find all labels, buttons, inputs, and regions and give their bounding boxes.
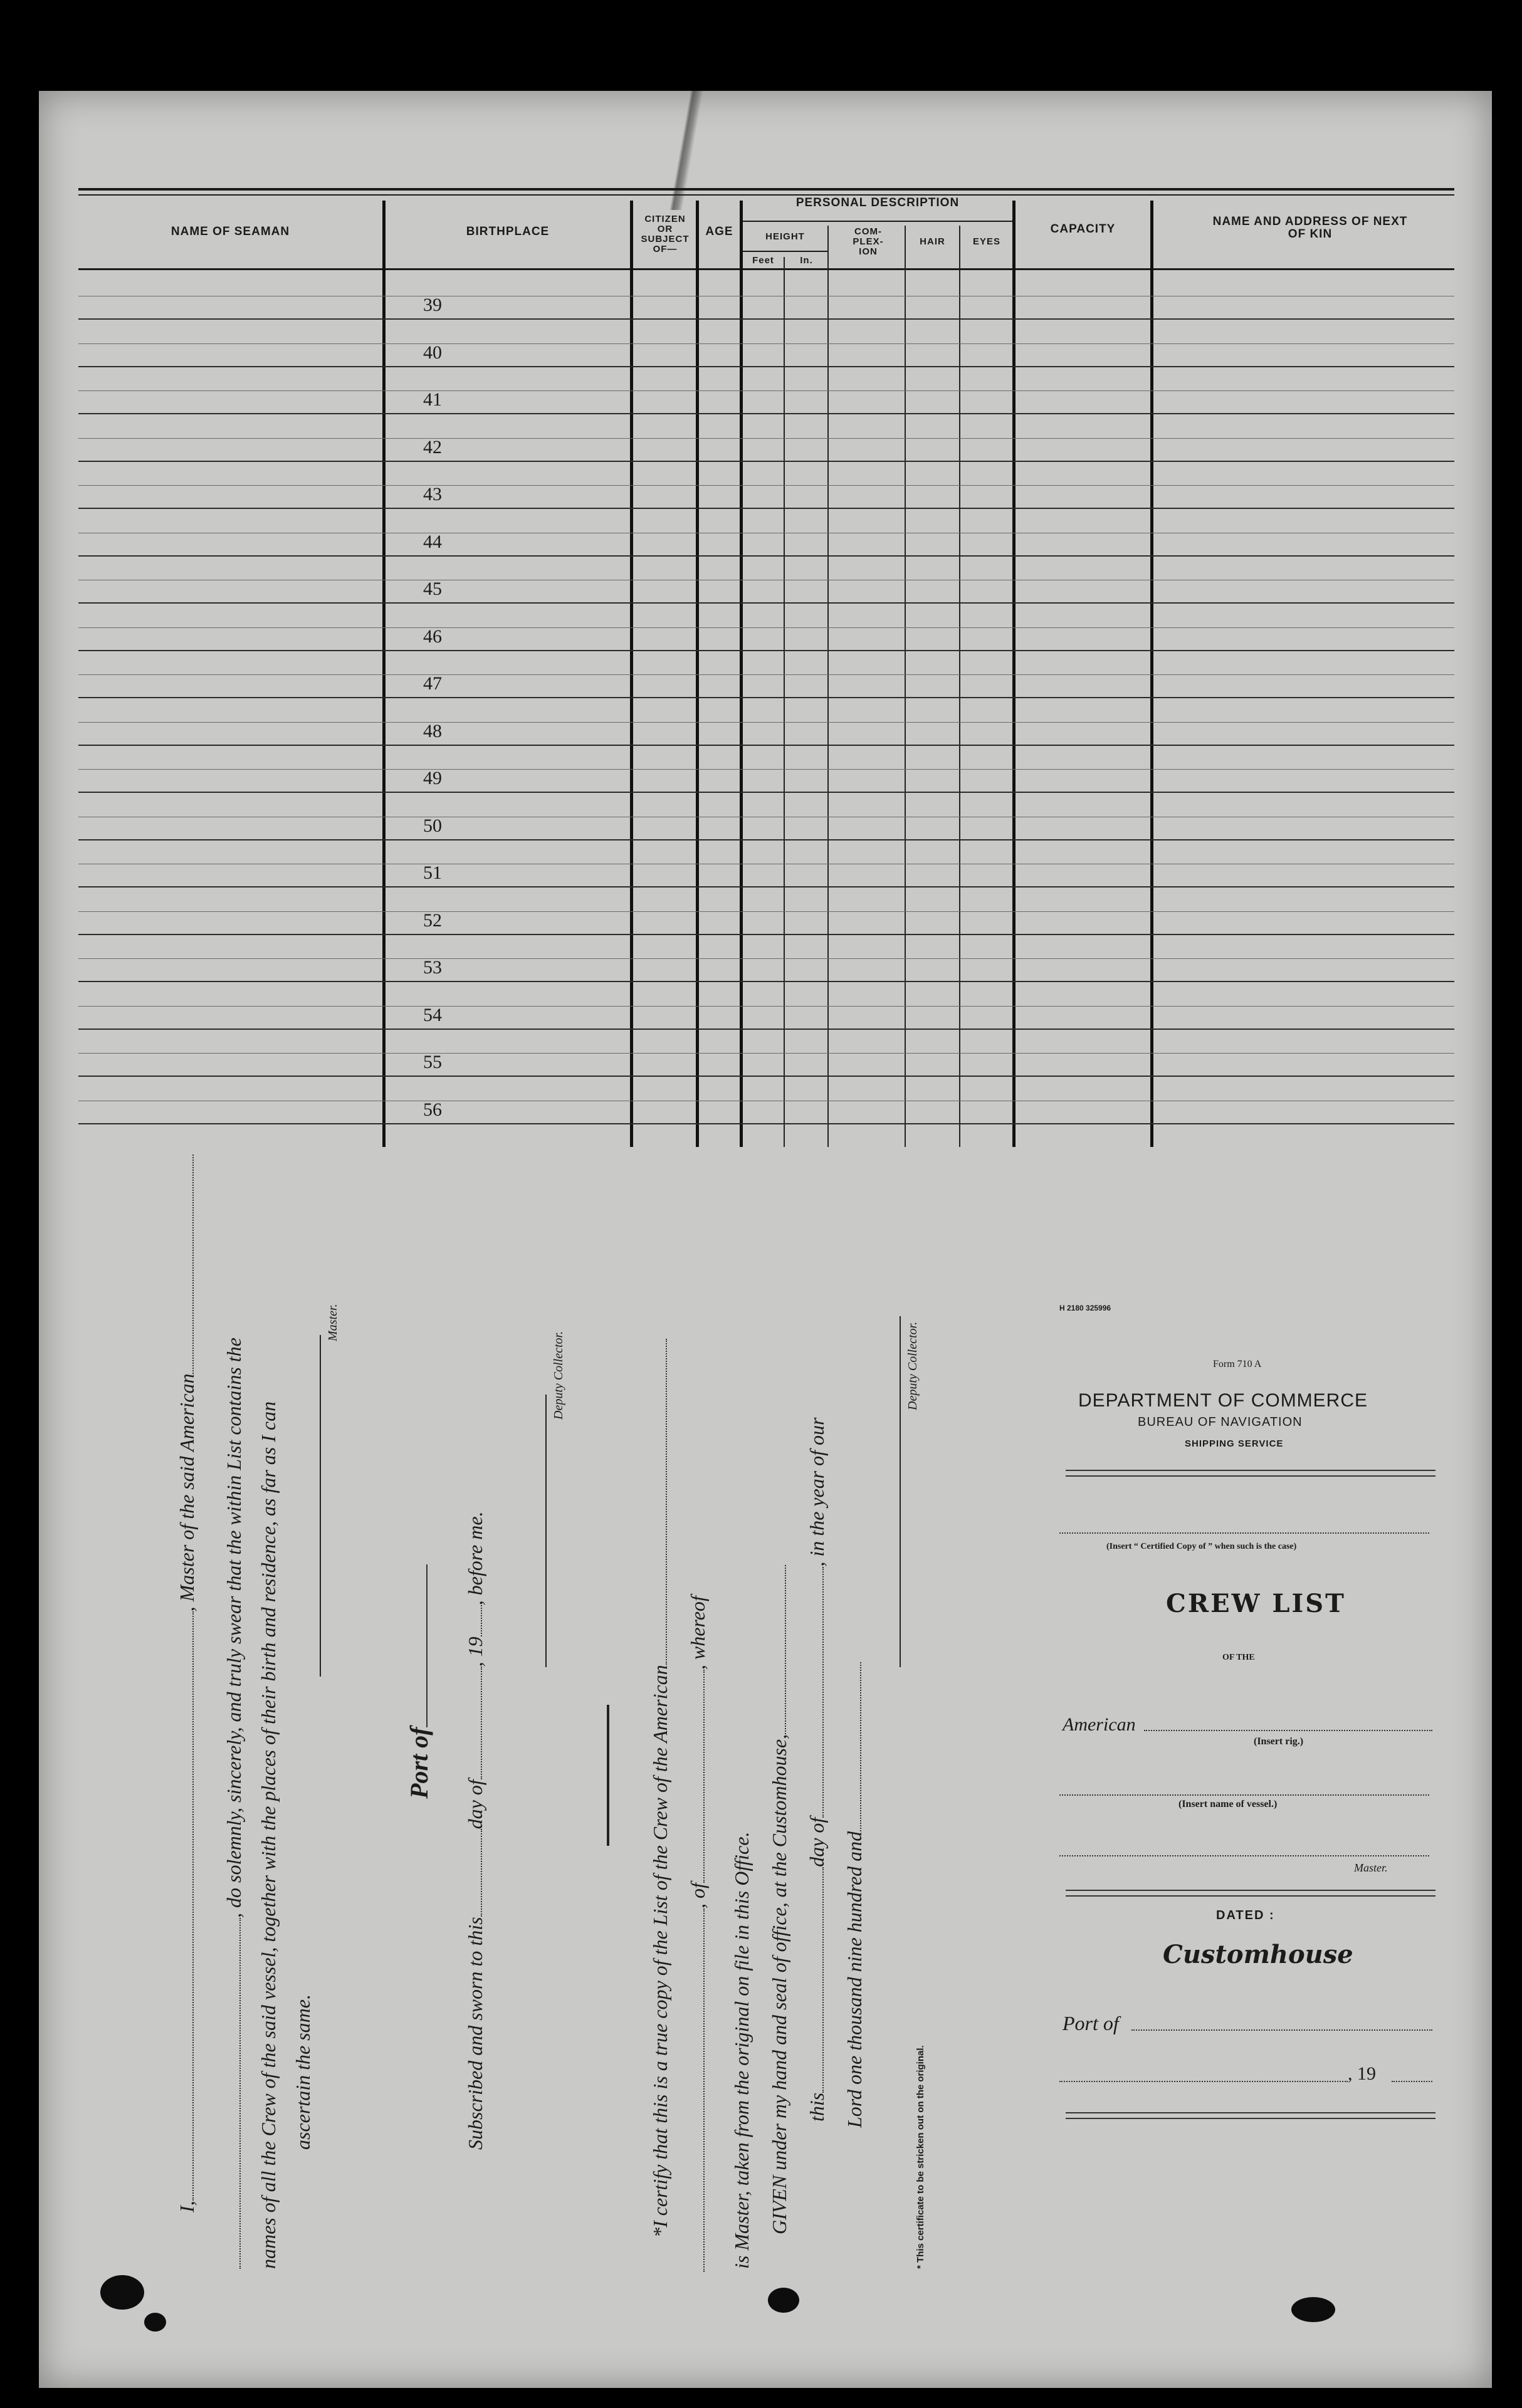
master-blank[interactable] [1059, 1855, 1429, 1856]
oath-line-1 [176, 1154, 199, 2212]
table-row-rule [78, 602, 1454, 604]
cover-year: , 19 [1348, 2063, 1376, 2084]
col-rule-eyes [1012, 201, 1016, 1147]
table-row-midline [78, 1006, 1454, 1007]
table-row-rule [78, 508, 1454, 509]
insert-rig: (Insert rig.) [1254, 1736, 1304, 1747]
ink-stain [768, 2288, 799, 2313]
table-row-rule [78, 1123, 1454, 1124]
table-row-rule [78, 839, 1454, 840]
table-row-rule [78, 934, 1454, 935]
cover-date-blank[interactable] [1059, 2081, 1348, 2082]
row-number: 40 [423, 342, 442, 363]
row-number: 42 [423, 436, 442, 458]
ink-stain [1291, 2297, 1335, 2322]
row-number: 53 [423, 957, 442, 978]
header-height: HEIGHT [765, 231, 805, 242]
row-number: 56 [423, 1099, 442, 1120]
table-row-midline [78, 438, 1454, 439]
master-signature-line[interactable] [320, 1335, 321, 1677]
header-hair: HAIR [920, 236, 945, 247]
oath-line-4: ascertain the same. [291, 1994, 314, 2150]
table-row-rule [78, 745, 1454, 746]
oath-i: I, [176, 2201, 198, 2212]
table-row-rule [78, 650, 1454, 651]
table-row-midline [78, 1053, 1454, 1054]
table-top-rule-2 [78, 194, 1454, 196]
table-row-rule [78, 318, 1454, 320]
header-bottom-rule [78, 268, 1454, 270]
row-number: 45 [423, 578, 442, 599]
table-row-rule [78, 366, 1454, 367]
ink-stain [100, 2275, 144, 2310]
oath-blank-2[interactable] [226, 1918, 241, 2269]
header-inches: In. [800, 255, 813, 266]
row-number: 44 [423, 531, 442, 552]
cert-line-2: , of, whereof [686, 1596, 710, 2272]
service: SHIPPING SERVICE [1185, 1438, 1284, 1449]
vessel-name-blank[interactable] [1059, 1794, 1429, 1796]
personal-desc-rule [743, 221, 1012, 222]
double-rule-1 [1066, 1470, 1435, 1477]
table-row-midline [78, 674, 1454, 675]
col-rule-age [740, 201, 743, 1147]
cert-line-5: thisday of, in the year of our [806, 1417, 828, 2122]
header-feet: Feet [752, 255, 774, 266]
table-row-midline [78, 343, 1454, 344]
dated-label: DATED : [1216, 1908, 1275, 1922]
table-row-midline [78, 485, 1454, 486]
header-citizen: CITIZEN OR SUBJECT OF— [641, 214, 690, 254]
oath-line-3: names of all the Crew of the said vessel, together with the places of their birth and residence, as far as I can [257, 1401, 280, 2269]
table-row-rule [78, 981, 1454, 982]
row-number: 43 [423, 484, 442, 505]
oath-master-text: , Master of the said American [176, 1373, 198, 1612]
header-eyes: EYES [972, 236, 1001, 247]
customhouse-title: Customhouse [1163, 1940, 1353, 1969]
cover-port-of: Port of [1063, 2012, 1119, 2034]
table-row-midline [78, 390, 1454, 391]
insert-certified-copy: (Insert “ Certified Copy of ” when such is the case) [1106, 1542, 1297, 1551]
cover-master-label: Master. [1354, 1861, 1388, 1874]
of-the: OF THE [1222, 1653, 1255, 1662]
table-top-rule [78, 188, 1454, 191]
cert-line-1: *I certify that this is a true copy of the List of the Crew of the American [649, 1339, 672, 2238]
cert-line-4: GIVEN under my hand and seal of office, at the Customhouse, [768, 1565, 791, 2234]
cert-line-6: Lord one thousand nine hundred and [843, 1662, 866, 2128]
row-number: 39 [423, 295, 442, 315]
american-label: American [1063, 1714, 1136, 1735]
row-number: 48 [423, 720, 442, 741]
row-number: 46 [423, 626, 442, 647]
port-blank[interactable] [412, 1564, 428, 1727]
col-rule-hair [959, 226, 960, 1147]
table-row-midline [78, 911, 1454, 912]
table-row-rule [78, 413, 1454, 414]
table-row-rule [78, 1076, 1454, 1077]
col-rule-birthplace [630, 201, 633, 1147]
row-number: 47 [423, 673, 442, 694]
row-number: 41 [423, 389, 442, 410]
ink-stain [144, 2313, 166, 2332]
deputy-signature-line-1[interactable] [545, 1395, 547, 1667]
sub-year-blank[interactable] [467, 1605, 482, 1636]
cert-year-blank[interactable] [846, 1662, 861, 1831]
double-rule-3 [1066, 2112, 1435, 2119]
certified-copy-blank[interactable] [1059, 1532, 1429, 1534]
form-number: Form 710 A [1213, 1359, 1262, 1369]
deputy-collector-2: Deputy Collector. [906, 1321, 920, 1410]
footnote: * This certificate to be stricken out on the original. [915, 2045, 926, 2269]
print-code: H 2180 325996 [1059, 1304, 1111, 1312]
col-rule-capacity [1150, 201, 1153, 1147]
table-row-rule [78, 886, 1454, 887]
department: DEPARTMENT OF COMMERCE [1078, 1390, 1368, 1411]
sub-month-blank[interactable] [467, 1667, 482, 1779]
row-number: 55 [423, 1052, 442, 1072]
oath-master-label: Master. [326, 1304, 340, 1341]
oath-line-2 [223, 1337, 246, 2269]
header-personal-description: PERSONAL DESCRIPTION [795, 196, 960, 209]
row-number: 52 [423, 909, 442, 931]
double-rule-2 [1066, 1890, 1435, 1897]
cover-year-blank[interactable] [1392, 2081, 1432, 2082]
row-number: 51 [423, 862, 442, 883]
vessel-blank[interactable] [179, 1154, 194, 1374]
row-number: 54 [423, 1004, 442, 1025]
height-rule [743, 251, 827, 252]
table-row-rule [78, 461, 1454, 462]
cert-month-blank[interactable] [809, 1567, 824, 1818]
cert-day-blank[interactable] [809, 1867, 824, 2093]
master-name-blank[interactable] [179, 1611, 194, 2201]
row-number: 49 [423, 768, 442, 788]
rig-blank[interactable] [1144, 1730, 1432, 1731]
customhouse-blank[interactable] [771, 1565, 786, 1734]
header-name: NAME OF SEAMAN [171, 225, 290, 238]
row-number: 50 [423, 815, 442, 836]
table-row-midline [78, 769, 1454, 770]
deputy-signature-line-2[interactable] [900, 1316, 901, 1667]
header-capacity: CAPACITY [1050, 222, 1116, 236]
col-rule-complexion [905, 226, 906, 1147]
cover-port-blank[interactable] [1131, 2029, 1432, 2031]
col-rule-height [827, 226, 829, 1147]
oath-port-of: Port of [404, 1564, 434, 1799]
table-row-rule [78, 792, 1454, 793]
table-row-rule [78, 697, 1454, 698]
insert-name-of-vessel: (Insert name of vessel.) [1178, 1799, 1278, 1809]
cert-blank-a[interactable] [690, 1908, 705, 2272]
deputy-collector-1: Deputy Collector. [552, 1331, 565, 1420]
divider-bar [607, 1705, 609, 1846]
sub-day-blank[interactable] [467, 1829, 482, 1917]
crew-list-title: CREW LIST [1166, 1589, 1346, 1618]
cert-line-3: is Master, taken from the original on file in this Office. [730, 1831, 753, 2269]
table-row-rule [78, 1029, 1454, 1030]
table-row-midline [78, 722, 1454, 723]
header-next-of-kin: NAME AND ADDRESS OF NEXT OF KIN [1212, 215, 1408, 241]
bureau: BUREAU OF NAVIGATION [1138, 1415, 1303, 1429]
cert-vessel-blank[interactable] [652, 1339, 667, 1665]
header-age: AGE [705, 225, 733, 238]
table-row-midline [78, 958, 1454, 959]
crew-table [78, 188, 1454, 1153]
cert-blank-b[interactable] [690, 1670, 705, 1883]
oath-swear-text: , do solemnly, sincerely, and truly swear that the within List contains the [223, 1337, 245, 1918]
subscribed-line: Subscribed and sworn to thisday of, 19, before me. [464, 1511, 486, 2150]
table-row-midline [78, 627, 1454, 628]
table-row-rule [78, 555, 1454, 557]
col-rule-citizen [696, 201, 699, 1147]
header-complexion: COM- PLEX- ION [853, 226, 884, 257]
header-birthplace: BIRTHPLACE [466, 225, 550, 238]
